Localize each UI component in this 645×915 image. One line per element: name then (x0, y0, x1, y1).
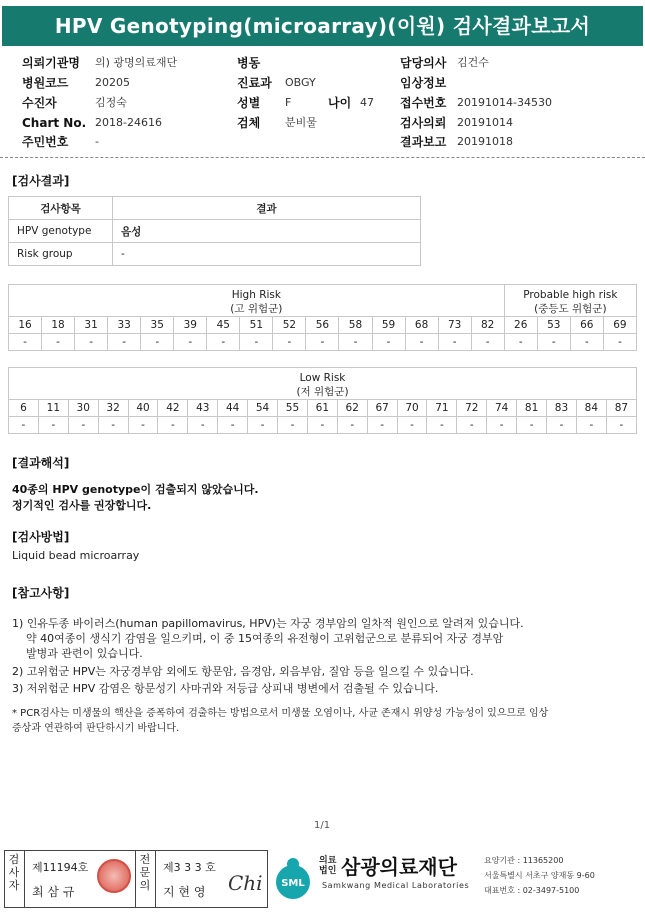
report-date: 20191018 (457, 135, 513, 148)
interp-title: [결과해석] (12, 456, 70, 470)
specimen-label: 검체 (237, 116, 261, 130)
receipt-label: 접수번호 (400, 96, 447, 110)
org-tel: 대표번호 : 02-3497-5100 (484, 886, 580, 895)
hpv-type: 39 (174, 317, 207, 334)
col-item: 검사항목 (9, 197, 113, 220)
hpv-value: - (42, 334, 75, 351)
hpv-value: - (68, 417, 98, 434)
col-result: 결과 (113, 197, 421, 220)
hpv-value: - (405, 334, 438, 351)
specialist-name: 지 현 영 (163, 885, 206, 899)
interp-line: 정기적인 검사를 권장합니다. (12, 499, 152, 512)
req-org-label: 의뢰기관명 (22, 56, 80, 70)
probable-risk-label: Probable high risk (523, 288, 618, 301)
doctor-label: 담당의사 (400, 56, 447, 70)
hpv-value: - (141, 334, 174, 351)
hpv-type: 58 (339, 317, 372, 334)
hpv-type: 43 (188, 400, 218, 417)
hpv-value: - (457, 417, 487, 434)
hpv-value: - (9, 417, 39, 434)
notes-title: [참고사항] (12, 586, 70, 600)
age: 47 (360, 96, 374, 109)
hpv-type: 59 (372, 317, 405, 334)
hpv-type: 67 (367, 400, 397, 417)
hpv-type: 68 (405, 317, 438, 334)
report-date-label: 결과보고 (400, 135, 447, 149)
high-risk-label: High Risk (231, 288, 281, 301)
hpv-type: 70 (397, 400, 427, 417)
high-risk-grid (8, 284, 637, 351)
hosp-code: 20205 (95, 76, 130, 89)
hpv-value: - (576, 417, 606, 434)
hpv-type: 42 (158, 400, 188, 417)
hpv-value: - (75, 334, 108, 351)
specialist-box (135, 850, 268, 908)
hpv-value: - (218, 417, 248, 434)
hpv-value: - (367, 417, 397, 434)
note-line: 발병과 관련이 있습니다. (26, 647, 143, 660)
hpv-type: 81 (517, 400, 547, 417)
hpv-value: - (603, 334, 636, 351)
pcr-note: 증상과 연관하여 판단하시기 바랍니다. (12, 723, 180, 734)
hpv-value: - (372, 334, 405, 351)
interp-line: 40종의 HPV genotype이 검출되지 않았습니다. (12, 483, 259, 496)
hpv-value: - (207, 334, 240, 351)
row-item: HPV genotype (9, 220, 113, 243)
sml-logo-text: SML (281, 878, 305, 889)
report-title: HPV Genotyping(microarray)(이원) 검사결과보고서 (2, 6, 643, 46)
hpv-value: - (339, 334, 372, 351)
high-risk-sub: (고 위험군) (230, 302, 283, 315)
dept: OBGY (285, 76, 316, 89)
hpv-value: - (306, 334, 339, 351)
hpv-type: 44 (218, 400, 248, 417)
hpv-type: 56 (306, 317, 339, 334)
hpv-value: - (471, 334, 504, 351)
hpv-type: 45 (207, 317, 240, 334)
clinical-label: 임상정보 (400, 76, 447, 90)
low-risk-sub: (저 위험군) (296, 385, 349, 398)
hpv-type: 87 (606, 400, 636, 417)
hpv-value: - (307, 417, 337, 434)
hpv-type: 73 (438, 317, 471, 334)
hpv-value: - (38, 417, 68, 434)
req-org: 의) 광명의료재단 (95, 56, 178, 69)
hpv-value: - (427, 417, 457, 434)
hpv-type: 6 (9, 400, 39, 417)
hpv-type: 82 (471, 317, 504, 334)
hpv-value: - (504, 334, 537, 351)
page-number: 1/1 (314, 820, 331, 831)
hpv-type: 83 (547, 400, 577, 417)
age-label: 나이 (328, 96, 352, 110)
hpv-type: 62 (337, 400, 367, 417)
org-address: 서울특별시 서초구 양재동 9-60 (484, 871, 595, 880)
hpv-value: - (337, 417, 367, 434)
low-risk-caption (9, 368, 637, 400)
sex-label: 성별 (237, 96, 261, 110)
hpv-type: 51 (240, 317, 273, 334)
probable-risk-caption (504, 285, 636, 317)
hpv-type: 31 (75, 317, 108, 334)
hpv-value: - (108, 334, 141, 351)
org-type: 의료법인 (319, 856, 337, 876)
footer (0, 846, 645, 908)
resident-no: - (95, 135, 99, 148)
hpv-value: - (487, 417, 517, 434)
seal-stamp (97, 859, 131, 893)
result-table (8, 196, 421, 266)
specialist-num: 제3 3 3 호 (163, 861, 216, 874)
hpv-type: 11 (38, 400, 68, 417)
examiner-num: 제11194호 (32, 861, 89, 874)
method-text: Liquid bead microarray (12, 549, 140, 562)
chart-no: 2018-24616 (95, 116, 162, 129)
hpv-value: - (537, 334, 570, 351)
method-title: [검사방법] (12, 530, 70, 544)
examiner-box (4, 850, 136, 908)
hpv-type: 66 (570, 317, 603, 334)
hpv-type: 72 (457, 400, 487, 417)
hpv-value: - (278, 417, 308, 434)
hpv-value: - (158, 417, 188, 434)
note-line: 3) 저위험군 HPV 감염은 항문성기 사마귀와 저등급 상피내 병변에서 검출될 수 있습니다. (12, 682, 439, 695)
pcr-note: * PCR검사는 미생물의 핵산을 증폭하여 검출하는 방법으로서 미생물 오염이나, 사균 존재시 위양성 가능성이 있으므로 임상 (12, 708, 549, 719)
hpv-type: 84 (576, 400, 606, 417)
hpv-value: - (606, 417, 636, 434)
hpv-type: 71 (427, 400, 457, 417)
low-risk-grid (8, 367, 637, 434)
hpv-type: 55 (278, 400, 308, 417)
specimen: 분비물 (285, 116, 317, 129)
note-line: 약 40여종이 생식기 감염을 일으키며, 이 중 15여종의 유전형이 고위험군으로 분류되어 자궁 경부암 (26, 632, 504, 645)
ward-label: 병동 (237, 56, 261, 70)
hpv-value: - (98, 417, 128, 434)
hpv-type: 16 (9, 317, 42, 334)
receipt-no: 20191014-34530 (457, 96, 552, 109)
hpv-value: - (240, 334, 273, 351)
hpv-type: 18 (42, 317, 75, 334)
probable-risk-sub: (중등도 위험군) (534, 302, 607, 315)
org-code: 요양기관 : 11365200 (484, 856, 564, 865)
hpv-type: 30 (68, 400, 98, 417)
hpv-value: - (128, 417, 158, 434)
hpv-value: - (438, 334, 471, 351)
hpv-type: 52 (273, 317, 306, 334)
examiner-vlabel: 검사자 (8, 853, 20, 892)
hpv-value: - (188, 417, 218, 434)
doctor: 김건수 (457, 56, 489, 69)
sml-logo-icon (272, 856, 314, 900)
hpv-type: 54 (248, 400, 278, 417)
row-item: Risk group (9, 243, 113, 266)
note-line: 2) 고위험군 HPV는 자궁경부암 외에도 항문암, 음경암, 외음부암, 질암 등을 일으킬 수 있습니다. (12, 665, 474, 678)
hpv-value: - (9, 334, 42, 351)
hpv-value: - (273, 334, 306, 351)
hpv-value: - (397, 417, 427, 434)
hpv-value: - (517, 417, 547, 434)
result-title: [검사결과] (12, 174, 70, 188)
row-value: - (113, 243, 421, 266)
hpv-type: 33 (108, 317, 141, 334)
patient-info (0, 54, 645, 154)
hpv-type: 32 (98, 400, 128, 417)
hosp-code-label: 병원코드 (22, 76, 69, 90)
dept-label: 진료과 (237, 76, 272, 90)
patient-name: 김정숙 (95, 96, 127, 109)
sex: F (285, 96, 292, 109)
note-line: 1) 인유두종 바이러스(human papillomavirus, HPV)는 자궁 경부암의 일차적 원인으로 알려져 있습니다. (12, 617, 524, 630)
chart-label: Chart No. (22, 116, 87, 130)
examiner-name: 최 삼 규 (32, 885, 75, 899)
high-risk-caption (9, 285, 505, 317)
hpv-type: 53 (537, 317, 570, 334)
hpv-value: - (248, 417, 278, 434)
org-en: Samkwang Medical Laboratories (322, 881, 470, 890)
hpv-type: 35 (141, 317, 174, 334)
divider (0, 157, 645, 158)
hpv-value: - (547, 417, 577, 434)
hpv-type: 26 (504, 317, 537, 334)
hpv-value: - (570, 334, 603, 351)
patient-label: 수진자 (22, 96, 57, 110)
specialist-vlabel: 전문의 (139, 853, 151, 892)
req-date-label: 검사의뢰 (400, 116, 447, 130)
low-risk-label: Low Risk (299, 371, 346, 384)
hpv-type: 40 (128, 400, 158, 417)
resident-label: 주민번호 (22, 135, 69, 149)
hpv-value: - (174, 334, 207, 351)
signature: Chi (228, 871, 263, 895)
hpv-type: 69 (603, 317, 636, 334)
hpv-type: 74 (487, 400, 517, 417)
row-value: 음성 (113, 220, 421, 243)
req-date: 20191014 (457, 116, 513, 129)
org-name: 삼광의료재단 (341, 855, 457, 879)
table-row (9, 220, 421, 243)
table-row (9, 243, 421, 266)
hpv-type: 61 (307, 400, 337, 417)
